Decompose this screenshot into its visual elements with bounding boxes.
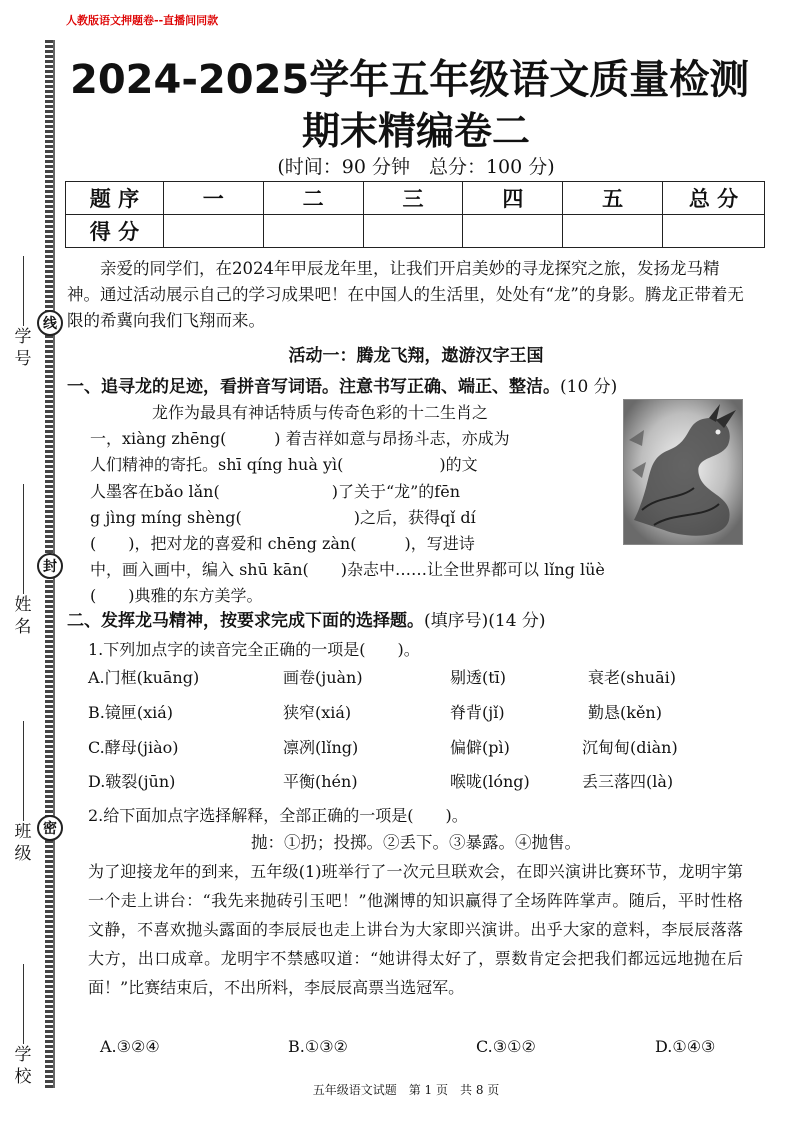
section-1-title [67,372,617,397]
q1-option: 喉咙(lóng) [450,772,530,791]
exam-subtitle: 期末精编卷二 [301,109,530,153]
activity-title: 活动一：腾龙飞翔，遨游汉字王国 [288,346,544,366]
row-label: 得 分 [66,215,164,248]
q1-option: 狭窄(xiá) [283,703,352,722]
header-cell: 题 序 [66,182,164,215]
question-2-story: 为了迎接龙年的到来，五年级(1)班举行了一次元旦联欢会，在即兴演讲比赛环节，龙明宇第一个走上讲台：“我先来抛砖引玉吧！”他渊博的知识赢得了全场阵阵掌声。随后，平时性格文静，不喜欢抛头露面的李辰辰也走上讲台为大家即兴演讲。出乎大家的意料，李辰辰落落大方，出口成章。龙明宇不禁感叹道：“她讲得太好了，票数肯定会把我们都远远地抛在后面！”比赛结束后，不出所料，李辰辰高票当选冠军。 [88,862,743,997]
binding-mark-secret: 密 [37,815,63,841]
score-table-header [66,182,765,215]
q1-option: 偏僻(pì) [450,738,510,757]
field-label-name: 姓 名 [14,595,32,637]
q1-option: 画卷(juàn) [283,668,363,687]
write-line[interactable] [23,721,24,821]
write-line[interactable] [23,964,24,1044]
passage-line: 人们精神的寄托。shī qíng huà yì( )的文 [90,455,478,475]
score-table-row [66,215,765,248]
q1-option: A.门框(kuāng) [88,668,200,687]
section-2-score: (填序号)(14 分) [424,611,546,631]
passage-line: g jìng míng shèng( )之后，获得qǐ dí [90,507,476,527]
dragon-illustration [623,399,743,545]
section-2-title-text: 二、发挥龙马精神，按要求完成下面的选择题。 [67,611,424,631]
header-cell: 三 [363,182,463,215]
passage-line: 一，xiàng zhēng( ) 着吉祥如意与昂扬斗志，亦成为 [90,429,510,449]
q2-answer: D.①④③ [655,1037,716,1056]
score-cell[interactable] [563,215,663,248]
passage-line: ( )，把对龙的喜爱和 chēng zàn( )，写进诗 [90,534,475,554]
q1-option: 丢三落四(là) [582,772,674,791]
q2-answer: A.③②④ [100,1037,160,1056]
q1-option: 沉甸甸(diàn) [582,738,678,757]
binding-mark-line: 线 [37,310,63,336]
exam-title: 2024-2025学年五年级语文质量检测 [70,57,750,103]
exam-meta: (时间：90 分钟 总分：100 分) [277,156,555,178]
binding-mark-seal: 封 [37,553,63,579]
q1-option: C.酵母(jiào) [88,738,179,757]
field-label-student-number: 学 号 [14,327,32,369]
score-cell[interactable] [463,215,563,248]
write-line[interactable] [23,484,24,594]
question-1-stem: 1.下列加点字的读音完全正确的一项是( )。 [88,640,420,659]
header-cell: 二 [263,182,363,215]
score-cell[interactable] [263,215,363,248]
question-2-stem: 2.给下面加点字选择解释，全部正确的一项是( )。 [88,806,468,825]
field-label-class: 班 级 [14,822,32,864]
intro-paragraph: 亲爱的同学们，在2024年甲辰龙年里，让我们开启美妙的寻龙探究之旅，发扬龙马精神。通过活动展示自己的学习成果吧！在中国人的生活里，处处有“龙”的身影。腾龙正带着无限的希冀向我们飞翔而来。 [67,259,744,330]
header-cell: 五 [563,182,663,215]
question-2-definition: 抛：①扔；投掷。②丢下。③暴露。④抛售。 [251,833,581,852]
passage-line: 人墨客在bǎo lǎn( )了关于“龙”的fēn [90,481,461,501]
section-1-score: (10 分) [560,377,618,397]
header-cell: 总 分 [663,182,765,215]
score-cell[interactable] [163,215,263,248]
section-2-title [67,606,546,631]
q1-option: 衰老(shuāi) [588,668,676,687]
header-cell: 四 [463,182,563,215]
score-cell[interactable] [363,215,463,248]
q1-option: 凛冽(lǐng) [283,738,359,757]
q1-option: 脊背(jǐ) [450,703,505,722]
header-cell: 一 [163,182,263,215]
passage-line: ( )典雅的东方美学。 [90,586,263,606]
q1-option: D.皲裂(jūn) [88,772,176,791]
score-cell[interactable] [663,215,765,248]
passage-line: 中，画入画中，编入 shū kān( )杂志中……让全世界都可以 lǐng lüè [90,560,605,580]
q1-option: 勤恳(kěn) [588,703,662,722]
q2-answer: B.①③② [288,1037,348,1056]
score-table [65,181,765,248]
field-label-school: 学 校 [14,1045,32,1087]
q1-option: B.镜匣(xiá) [88,703,174,722]
q2-answer: C.③①② [476,1037,536,1056]
section-1-title-text: 一、追寻龙的足迹，看拼音写词语。注意书写正确、端正、整洁。 [67,377,560,397]
write-line[interactable] [23,256,24,326]
passage-line: 龙作为最具有神话特质与传奇色彩的十二生肖之 [152,403,489,422]
q1-option: 平衡(hén) [283,772,358,791]
dragon-image [624,400,743,545]
page-footer: 五年级语文试题 第 1 页 共 8 页 [312,1083,500,1097]
header-note: 人教版语文押题卷--直播间同款 [66,14,219,27]
name-field [10,478,36,638]
q1-option: 剔透(tī) [450,668,507,687]
school-field [10,958,36,1088]
